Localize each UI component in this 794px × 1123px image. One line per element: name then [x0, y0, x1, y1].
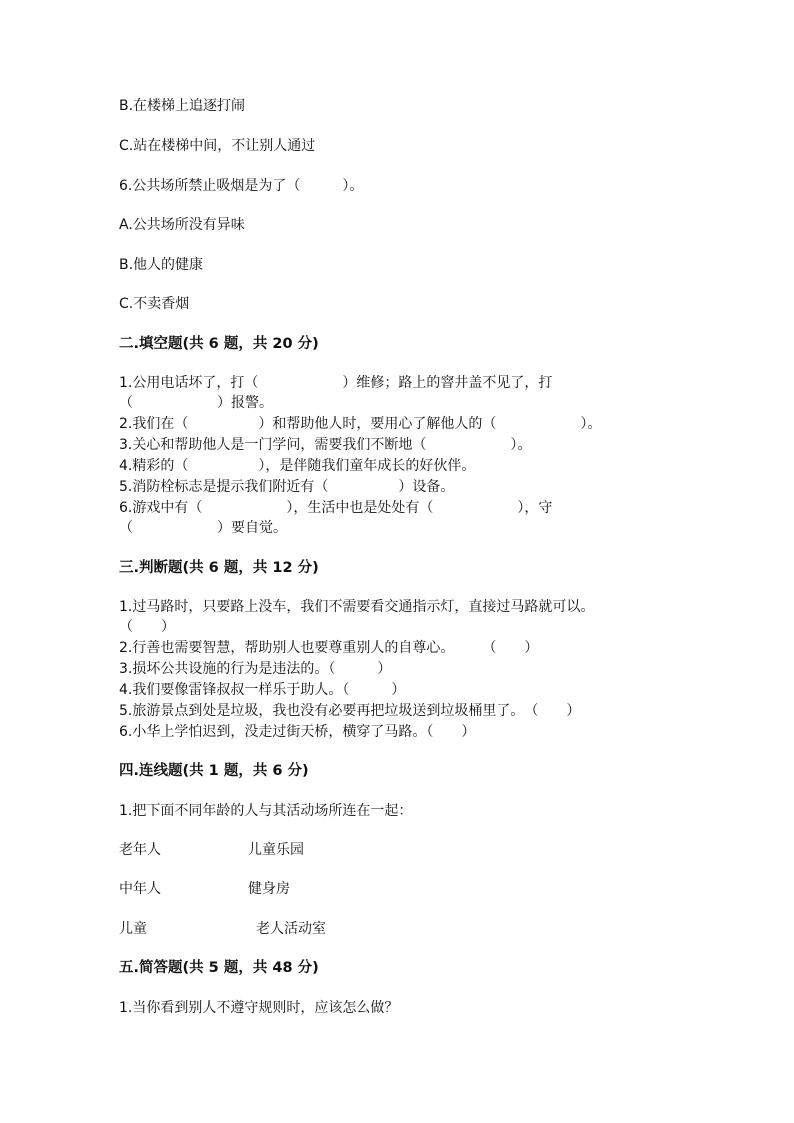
match-q1-stem: 1.把下面不同年龄的人与其活动场所连在一起：	[119, 803, 413, 819]
judge-q3: 3.损坏公共设施的行为是违法的。（ ）	[119, 661, 392, 677]
match-place-children-park: 儿童乐园	[248, 842, 304, 858]
judge-q2: 2.行善也需要智慧，帮助别人也要尊重别人的自尊心。 （ ）	[119, 640, 539, 656]
match-person-elderly: 老年人	[119, 842, 161, 858]
section-heading-judgement: 三.判断题(共 6 题，共 12 分)	[119, 560, 319, 576]
judge-q1-line2: （ ）	[119, 619, 175, 635]
match-place-senior-center: 老人活动室	[256, 921, 326, 937]
fill-q4: 4.精彩的（ ），是伴随我们童年成长的好伙伴。	[119, 458, 476, 474]
judge-q5: 5.旅游景点到处是垃圾，我也没有必要再把垃圾送到垃圾桶里了。 （ ）	[119, 703, 581, 719]
fill-q6-line2: （ ）要自觉。	[119, 520, 287, 536]
choice-q5-option-b: B.在楼梯上追逐打闹	[119, 98, 246, 114]
choice-q6-option-a: A.公共场所没有异味	[119, 217, 245, 233]
fill-q1-line2: （ ）报警。	[119, 395, 273, 411]
judge-q4: 4.我们要像雷锋叔叔一样乐于助人。（ ）	[119, 682, 406, 698]
fill-q3: 3.关心和帮助他人是一门学问，需要我们不断地（ ）。	[119, 437, 532, 453]
section-heading-fill-blank: 二.填空题(共 6 题，共 20 分)	[119, 336, 319, 352]
section-heading-matching: 四.连线题(共 1 题，共 6 分)	[119, 763, 309, 779]
choice-q6-option-b: B.他人的健康	[119, 257, 204, 273]
judge-q1-line1: 1.过马路时，只要路上没车，我们不需要看交通指示灯，直接过马路就可以。	[119, 599, 595, 615]
match-person-middle-aged: 中年人	[119, 881, 161, 897]
fill-q2: 2.我们在（ ）和帮助他人时，要用心了解他人的（ ）。	[119, 416, 602, 432]
choice-q6-stem: 6.公共场所禁止吸烟是为了（ ）。	[119, 178, 364, 194]
section-heading-short-answer: 五.简答题(共 5 题，共 48 分)	[119, 960, 319, 976]
fill-q6-line1: 6.游戏中有（ ），生活中也是处处有（ ），守	[119, 500, 553, 516]
choice-q5-option-c: C.站在楼梯中间，不让别人通过	[119, 138, 316, 154]
choice-q6-option-c: C.不卖香烟	[119, 296, 190, 312]
short-answer-q1: 1.当你看到别人不遵守规则时，应该怎么做？	[119, 1000, 399, 1016]
fill-q1-line1: 1.公用电话坏了，打（ ）维修；路上的窨井盖不见了，打	[119, 375, 553, 391]
fill-q5: 5.消防栓标志是提示我们附近有（ ）设备。	[119, 479, 455, 495]
judge-q6: 6.小华上学怕迟到，没走过街天桥，横穿了马路。（ ）	[119, 724, 476, 740]
match-place-gym: 健身房	[248, 881, 290, 897]
match-person-children: 儿童	[119, 921, 147, 937]
